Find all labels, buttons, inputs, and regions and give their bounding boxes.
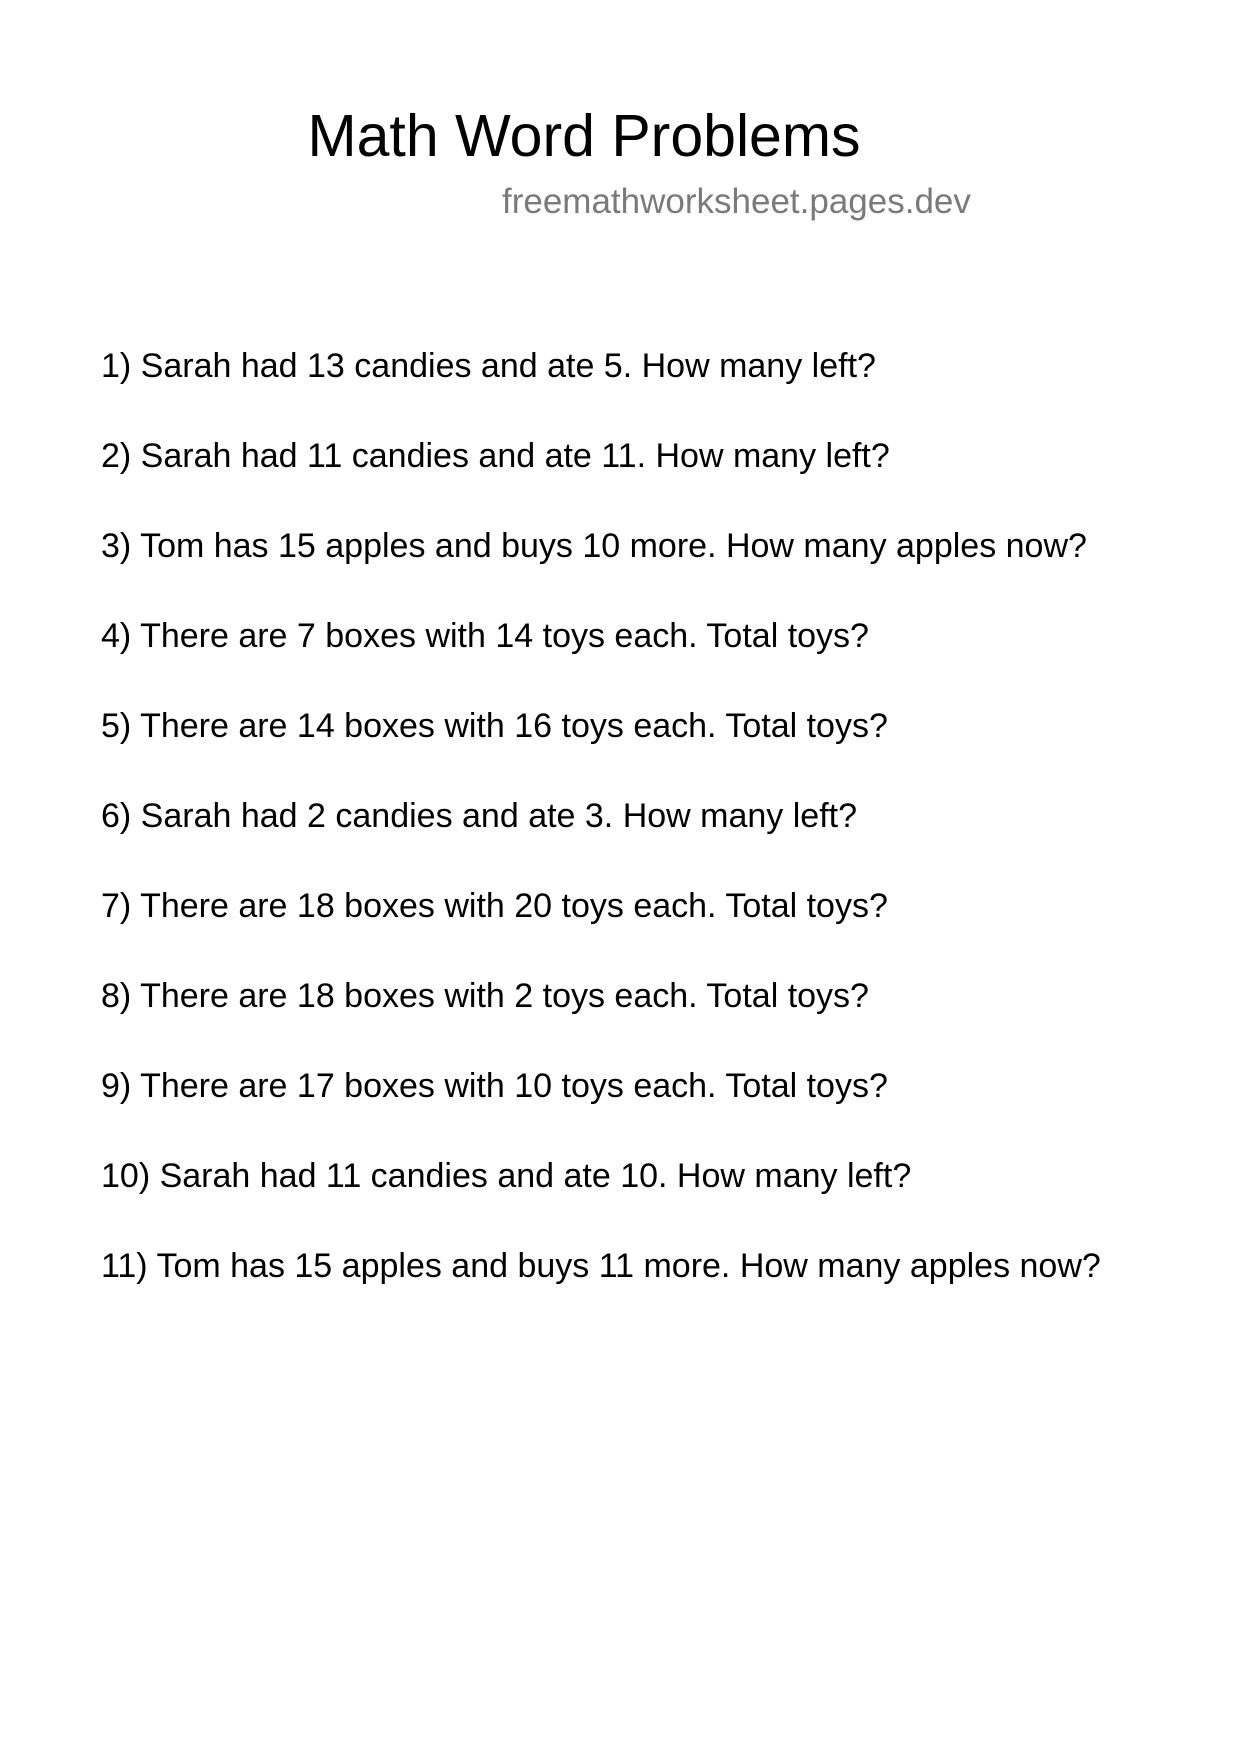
worksheet-title: Math Word Problems	[307, 103, 861, 169]
problem-item: 4) There are 7 boxes with 14 toys each. Total toys?	[101, 617, 869, 655]
problem-item: 11) Tom has 15 apples and buys 11 more. How many apples now?	[101, 1247, 1101, 1285]
problem-item: 5) There are 14 boxes with 16 toys each. Total toys?	[101, 707, 888, 745]
problem-item: 9) There are 17 boxes with 10 toys each. Total toys?	[101, 1067, 888, 1105]
problem-item: 2) Sarah had 11 candies and ate 11. How many left?	[101, 437, 890, 475]
problem-item: 7) There are 18 boxes with 20 toys each. Total toys?	[101, 887, 888, 925]
problem-item: 3) Tom has 15 apples and buys 10 more. How many apples now?	[101, 527, 1087, 565]
problem-item: 6) Sarah had 2 candies and ate 3. How many left?	[101, 797, 858, 835]
problem-item: 1) Sarah had 13 candies and ate 5. How many left?	[101, 347, 876, 385]
problem-item: 8) There are 18 boxes with 2 toys each. Total toys?	[101, 977, 869, 1015]
problem-item: 10) Sarah had 11 candies and ate 10. How many left?	[101, 1157, 912, 1195]
problem-list	[101, 344, 1101, 1334]
worksheet-source: freemathworksheet.pages.dev	[502, 182, 971, 221]
